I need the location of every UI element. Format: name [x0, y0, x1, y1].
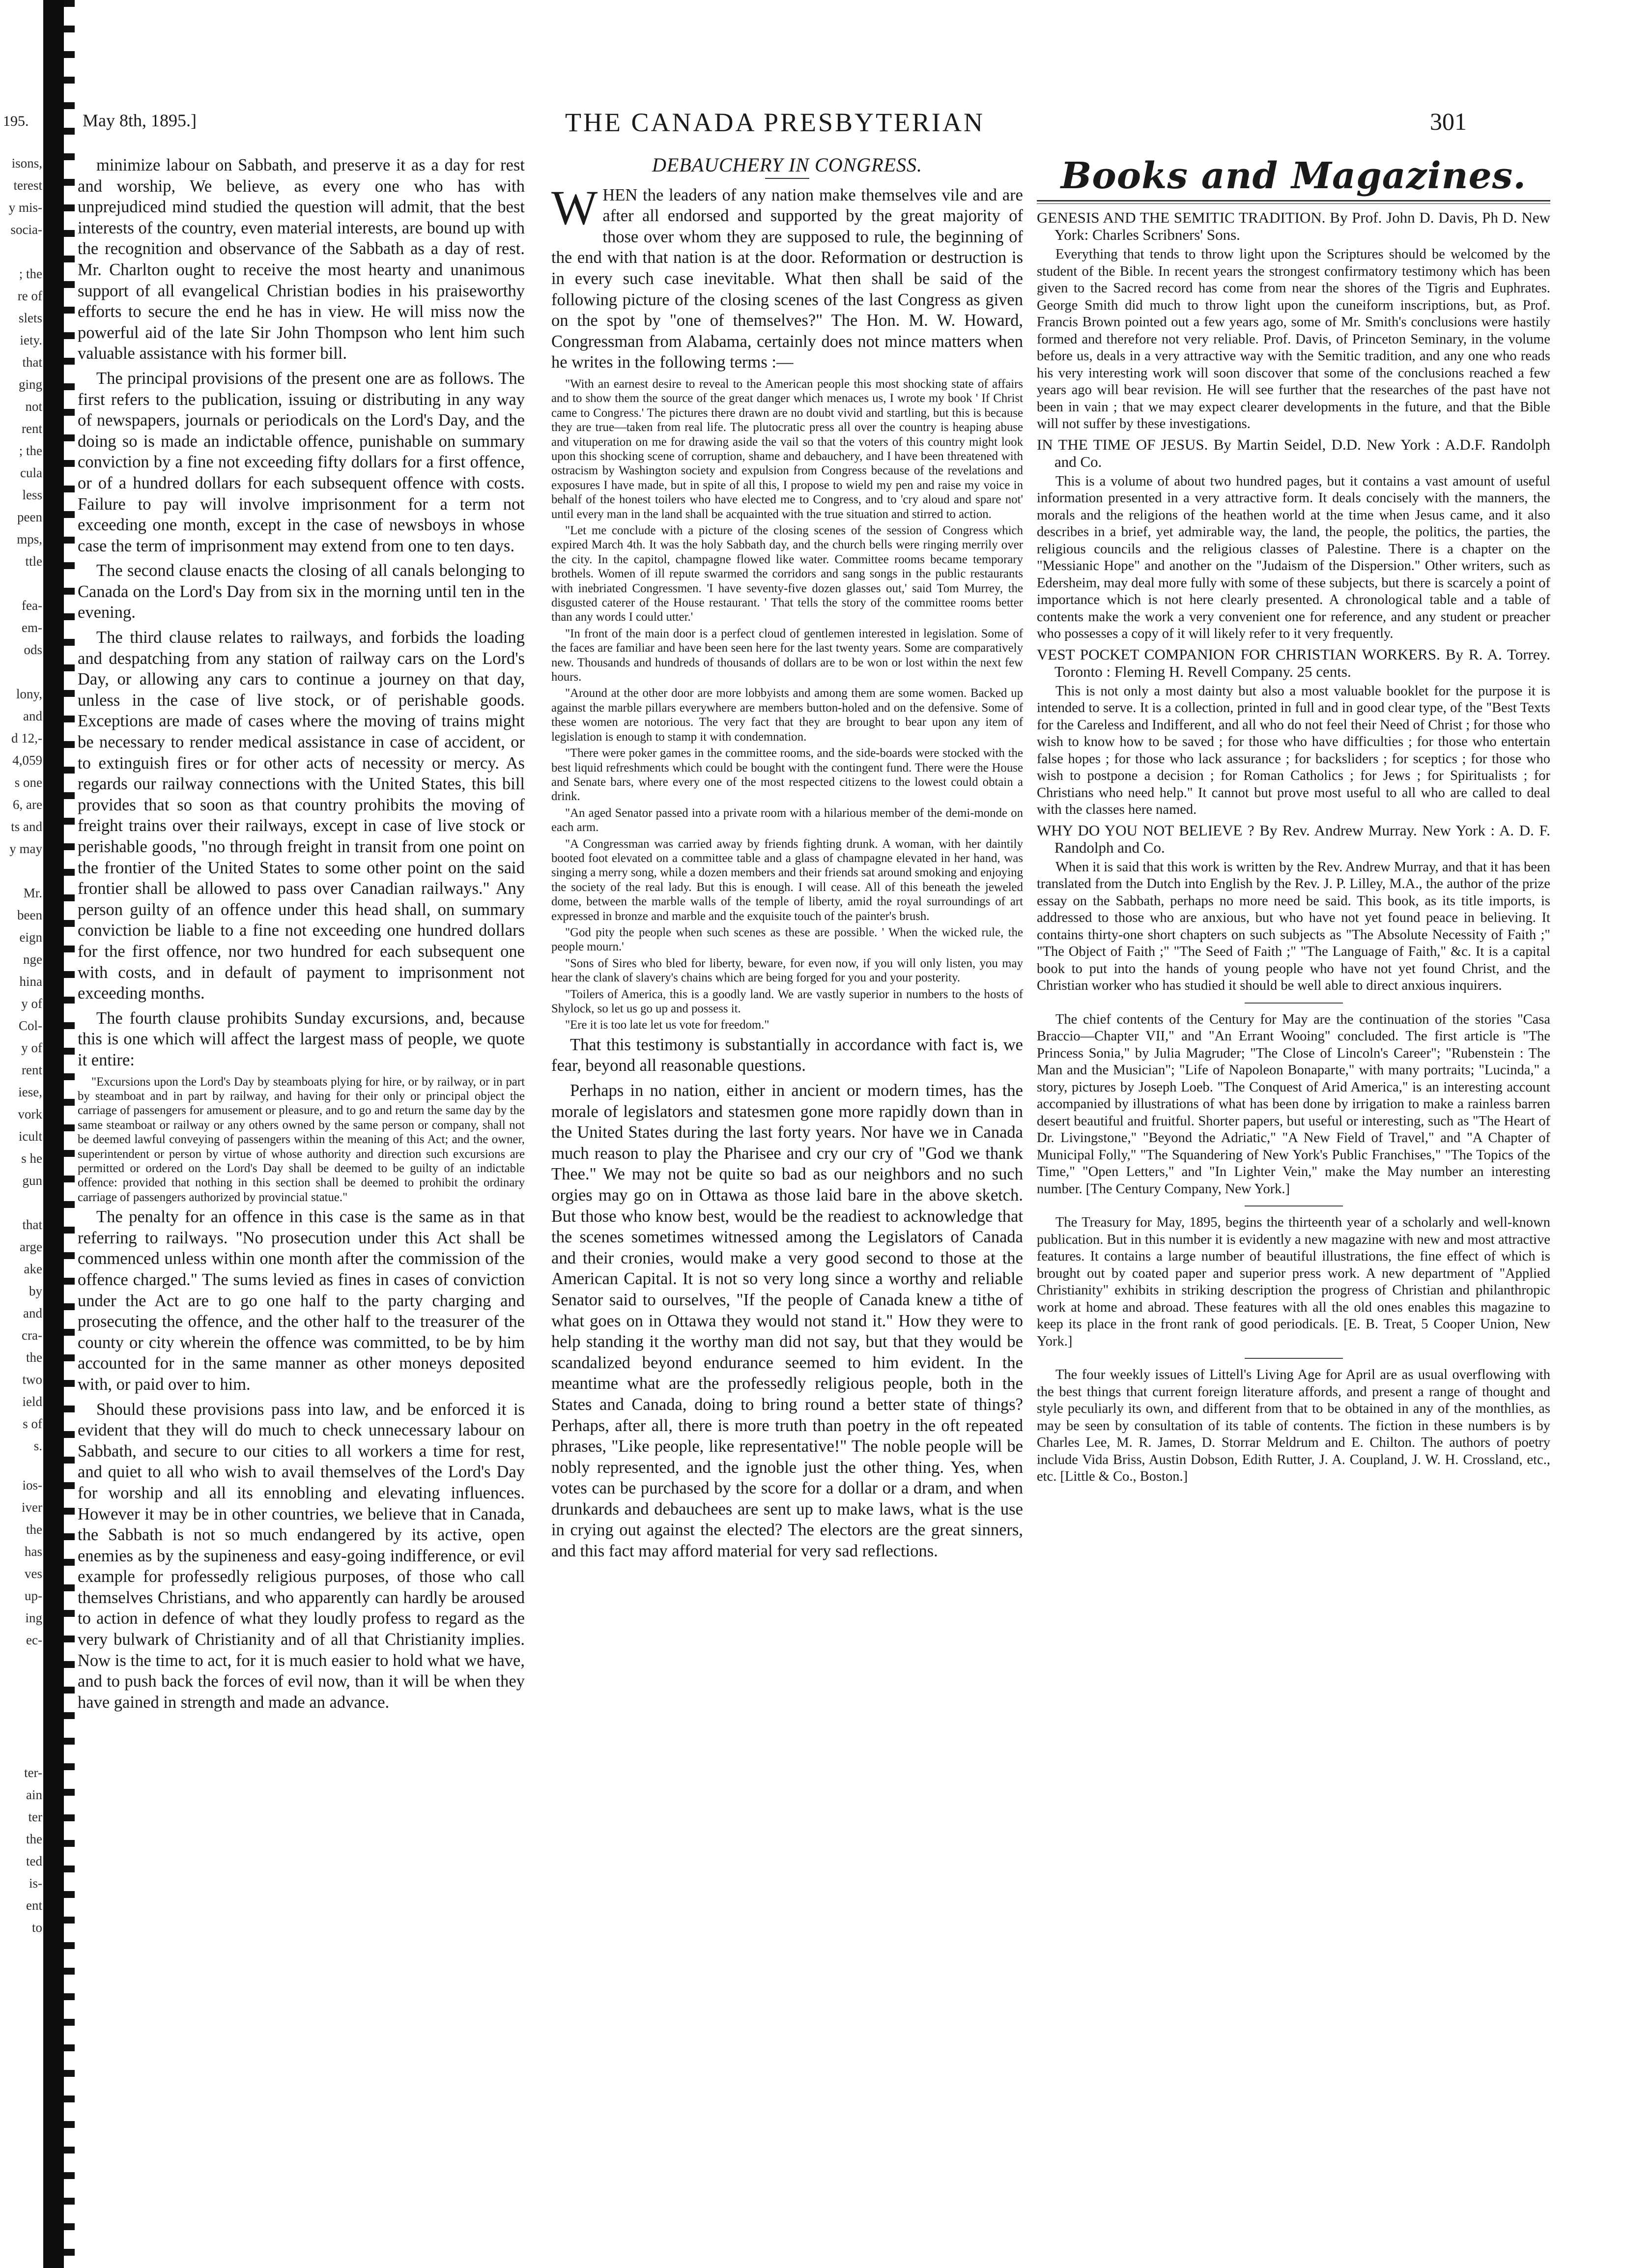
margin-fragment: slets [18, 311, 42, 325]
margin-fragment: cra- [22, 1328, 42, 1343]
margin-fragment: that [22, 1217, 42, 1232]
margin-fragment [0, 241, 42, 263]
quotation-paragraph: "God pity the people when such scenes as these are possible. ' When the wicked rule, the people mourn.' [551, 925, 1023, 954]
margin-fragment: been [17, 908, 42, 922]
margin-fragment: y may [9, 841, 42, 856]
margin-fragment [0, 1192, 42, 1214]
margin-fragment: ted [26, 1854, 42, 1868]
margin-fragment: less [22, 488, 42, 502]
binding-stitch-marks [64, 0, 75, 2268]
margin-fragment: peen [17, 510, 42, 524]
margin-fragment [0, 1457, 42, 1460]
margin-fragment: isons, [11, 156, 42, 171]
margin-fragment: iver [22, 1500, 42, 1515]
margin-fragment: ; the [19, 266, 42, 281]
review-heading: IN THE TIME OF JESUS. By Martin Seidel, D.D. New York : A.D.F. Randolph and Co. [1037, 435, 1550, 470]
margin-fragment: ec- [26, 1633, 42, 1647]
margin-fragment: terest [13, 178, 42, 193]
margin-fragment: the [26, 1522, 42, 1537]
margin-fragment: 4,059 [12, 753, 42, 768]
editorial-paragraph: The penalty for an offence in this case is the same as in that referring to railways. "No prosecution under this Act shall be commenced unless within one month after the commission of the offence charged." The sums levied as fines in cases of conviction under the Act are to go one half to the party charging and prosecuting the offence, and the other half to the treasurer of the county or city wherein the offence was committed, to be by him accounted for in the same manner as other moneys deposited with, or paid over to him. [78, 1207, 525, 1394]
howard-quotation [551, 377, 1023, 1033]
margin-fragment: ; the [19, 443, 42, 458]
article-lead-text: HEN the leaders of any nation make themselves vile and are after all endorsed and supported by the great majority of those over whom they are supposed to rule, the beginning of the end with that nation is at the door. Reformation or destruction is in every such case inevitable. What then shall be said of the following picture of the closing scenes of the last Congress as given on the spot by "one of themselves?" The Hon. M. W. Howard, Congressman from Alabama, certainly does not mince matters when he writes in the following terms :— [551, 185, 1023, 372]
margin-fragment: has [25, 1544, 42, 1559]
margin-fragment: ake [24, 1262, 42, 1276]
margin-fragment: socia- [10, 222, 42, 237]
margin-fragment [0, 1651, 42, 1673]
quotation-paragraph: "A Congressman was carried away by friends fighting drunk. A woman, with her daintily booted foot elevated on a committee table and a glass of champagne elevated in her hand, was singing a merry song, while a dozen members and their friends sat around smoking and enjoying the society of the real lady. But this is enough. I will cease. All of this beneath the jeweled dome, between the marble walls of the temple of liberty, amid the royal surroundings of art expressed in bronze and marble and the exquisite touch of the painter's brush. [551, 837, 1023, 923]
margin-fragment: iety. [20, 333, 42, 347]
margin-fragment [0, 573, 42, 595]
page-number: 301 [1430, 108, 1467, 135]
editorial-paragraph: minimize labour on Sabbath, and preserve it as a day for rest and worship, We believe, as every one who has with unprejudiced mind studied the question will admit, that the best interests of the country, even material interests, are bound up with the recognition and observance of the Sabbath as a day of rest. Mr. Charlton ought to receive the most hearty and unanimous support of all evangelical Christian bodies in his praiseworthy efforts to secure the end he has in view. He will miss now the powerful aid of the late Sir John Thompson who lent him such valuable assistance with his former bill. [78, 156, 525, 363]
debauchery-article [551, 155, 1023, 1566]
margin-fragment: the [26, 1350, 42, 1365]
quotation-paragraph: "Around at the other door are more lobbyists and among them are some women. Backed up against the marble pillars everywhere are members button-holed and on the defensive. Some of these women are notorious. The very fact that they are brought to bear upon any item of legislation is enough to stamp it with condemnation. [551, 687, 1023, 744]
margin-fragment: is- [29, 1876, 42, 1891]
margin-fragment [0, 860, 42, 882]
editorial-paragraph: The second clause enacts the closing of all canals belonging to Canada on the Lord's Day from six in the morning until ten in the evening. [78, 561, 525, 622]
margin-fragment: s. [33, 1438, 42, 1453]
section-rule [1037, 200, 1550, 204]
margin-fragment: vork [18, 1107, 42, 1121]
act-quotation [78, 1075, 525, 1205]
quotation-paragraph: "Ere it is too late let us vote for freedom." [565, 1018, 769, 1032]
books-and-magazines-column [1037, 155, 1550, 1489]
margin-fragment: Col- [18, 1018, 42, 1033]
margin-fragment: y of [21, 1040, 42, 1055]
margin-fragment: ging [18, 377, 42, 392]
margin-fragment: two [22, 1372, 42, 1387]
margin-fragment: y mis- [8, 200, 42, 215]
margin-fragment: to [31, 1920, 42, 1935]
margin-fragment: ent [26, 1898, 42, 1913]
notice-separator [1245, 1358, 1343, 1359]
margin-fragment: ttle [25, 554, 42, 569]
binding-spine-shadow [43, 0, 66, 2268]
margin-fragment: ter [28, 1809, 42, 1824]
magazine-notice: The Treasury for May, 1895, begins the thirteenth year of a scholarly and well-known publication. But in this number it is evidently a new magazine with new and most attractive features. It contains a large number of beautiful illustrations, the fine effect of which is brought out by coated paper and superior press work. A new department of "Applied Christianity" exhibits in striking description the progress of Christian and philanthropic work at home and abroad. These features with all the old ones enables this magazine to keep its place in the front rank of good periodicals. [E. B. Treat, 5 Cooper Union, New York.] [1037, 1215, 1550, 1349]
title-rule [765, 178, 809, 179]
margin-fragment: nge [23, 952, 42, 967]
facing-page-fragments-top [0, 152, 42, 1460]
margin-fragment [0, 1718, 42, 1740]
editorial-paragraphs-continued [78, 1206, 525, 1713]
quotation-paragraph: "There were poker games in the committee rooms, and the side-boards were stocked with the best liquid refreshments which could be bought with the contingent fund. There were the House and Senate bars, where every one of the most respected citizens to the lowest could obtain a drink. [551, 746, 1023, 804]
margin-fragment: 6, are [13, 797, 42, 812]
margin-fragment: ts and [11, 819, 42, 834]
margin-fragment: icult [19, 1129, 42, 1144]
article-title: DEBAUCHERY IN CONGRESS. [652, 154, 923, 176]
drop-cap: W [551, 180, 598, 235]
margin-fragment: ods [24, 642, 42, 657]
margin-fragment: em- [22, 620, 42, 635]
margin-fragment: ain [26, 1787, 42, 1802]
article-paragraph: That this testimony is substantially in accordance with fact is, we fear, beyond all reasonable questions. [551, 1035, 1023, 1075]
margin-fragment: y of [21, 996, 42, 1011]
article-paragraphs-continued [551, 1034, 1023, 1562]
margin-fragment: cula [20, 465, 42, 480]
margin-fragment: Mr. [23, 886, 42, 900]
issue-date: May 8th, 1895.] [83, 111, 197, 130]
review-body: When it is said that this work is written by the Rev. Andrew Murray, and that it has been translated from the Dutch into English by the Rev. J. P. Lilley, M.A., the author of the prize essay on the Sabbath, perhaps no more need be said. This book, as its title imports, is addressed to those who are anxious, but who have not yet found peace in believing. It contains thirty-one short chapters on such subjects as "The Absolute Necessity of Faith ;" "The Object of Faith ;" "The Seed of Faith ;" "The Language of Faith," &c. It is a capital book to put into the hands of young people who have not yet found Christ, and the Christian worker who has studied it should be well able to direct anxious inquirers. [1037, 859, 1550, 993]
article-lead [551, 180, 1023, 373]
margin-fragment: eign [19, 930, 42, 945]
margin-fragment: d 12,- [11, 731, 42, 746]
margin-fragment: not [25, 399, 42, 414]
margin-fragment: up- [25, 1588, 42, 1603]
margin-fragment: ves [25, 1566, 42, 1581]
margin-fragment: ield [22, 1394, 42, 1409]
quotation-paragraph: "In front of the main door is a perfect cloud of gentlemen interested in legislation. Some of the faces are familiar and have been seen here for the last twenty years. Some are comparatively new. Thousands and hundreds of thousands of dollars are to be won or lost within the next few hours. [551, 627, 1023, 684]
margin-fragment: arge [20, 1239, 42, 1254]
margin-fragment: hina [19, 974, 42, 989]
margin-fragment: re of [17, 288, 42, 303]
margin-fragment: that [22, 355, 42, 370]
margin-fragment: s one [14, 775, 42, 790]
journal-title: THE CANADA PRESBYTERIAN [565, 108, 985, 137]
quotation-paragraph: "An aged Senator passed into a private room with a hilarious member of the demi-monde on each arm. [551, 806, 1023, 834]
margin-fragment: and [23, 709, 42, 723]
review-body: This is not only a most dainty but also a most valuable booklet for the purpose it is intended to serve. It is a collection, printed in full and in good clear type, of the "Best Texts for the Careless and Indifferent, and all who do not feel their Need of Christ ; for those who wish to know how to be saved ; for those who have difficulties ; for those who entertain false hopes ; for those who lack assurance ; for backsliders ; for sceptics ; for those who wish to postpone a decision ; for Roman Catholics ; for Jews ; for Spiritualists ; for Christians who need help." It cannot but prove most useful to all who are called to deal with the classes here named. [1037, 683, 1550, 817]
margin-fragment: by [29, 1284, 42, 1298]
review-heading: GENESIS AND THE SEMITIC TRADITION. By Prof. John D. Davis, Ph D. New York: Charles Scribners' Sons. [1037, 209, 1550, 243]
margin-fragment: s he [21, 1151, 42, 1166]
margin-fragment: ing [25, 1610, 42, 1625]
magazine-notice: The chief contents of the Century for May are the continuation of the stories "Casa Braccio—Chapter VII," and "An Errant Wooing" concluded. The first article is "The Princess Sonia," by Julia Magruder; "The Close of Lincoln's Career"; "Rubenstein : The Man and the Musician"; "Life of Napoleon Bonaparte," with many portraits; "Lucinda," a story, pictures by Joseph Loeb. "The Conquest of Arid America," is an interesting account accompanied by illustrations of what has been done by irrigation to make a rainless barren desert beautiful and fruitful. Shorter papers, but useful or interesting, such as "The Heart of Dr. Livingstone," "Beyond the Adriatic," "A New Field of Travel," and "A Chapter of Municipal Folly," "The Squandering of New York's Public Franchises," "The Topics of the Time," "Open Letters," and "In Lighter Vein," make the May number an interesting number. [The Century Company, New York.] [1037, 1011, 1550, 1197]
review-body: Everything that tends to throw light upon the Scriptures should be welcomed by the student of the Bible. In recent years the strongest confirmatory testimony which has been given to the Sacred record has come from near the shores of the Tigris and Euphrates. George Smith did much to throw light upon the cuneiform inscriptions, but, as Prof. Francis Brown pointed out a few years ago, some of Mr. Smith's conclusions were hastily formed and therefore not very reliable. Prof. Davis, of Princeton Seminary, in the volume before us, deals in a very attractive way with the Semitic tradition, and any one who reads his very interesting work will soon discover that some of the conclusions reached a few years ago will bear revision. He will see further that the researches of the past have not been in vain ; that we may expect clearer developments in the future, and that the Bible will not suffer by these investigations. [1037, 247, 1550, 431]
margin-fragment: lony, [16, 687, 42, 701]
editorial-paragraph: The third clause relates to railways, and forbids the loading and despatching from any station of railway cars on the Lord's Day, or allowing any cars to continue a journey on that day, unless in the case of live stock, or of perishable goods. Exceptions are made of cases where the moving of trains might be necessary to render medical assistance in case of accident, or to extinguish fires or for other acts of necessity or mercy. As regards our railway connections with the United States, this bill provides that so soon as that country prohibits the moving of freight trains over their railways, except in case of live stock or perishable goods, "no through freight in transit from one point on the frontier of the United States to some other point on the said frontier shall be allowed to pass over Canadian railways." Any person guilty of an offence under this head shall, on summary conviction be liable to a fine not exceeding one hundred dollars for the first offence, nor two hundred for each subsequent one with costs, and in default of payment to imprisonment not exceeding months. [78, 628, 525, 1003]
margin-fragment: fea- [22, 598, 42, 613]
editorial-column [78, 155, 525, 1717]
margin-fragment: rent [22, 421, 42, 436]
margin-fragment [0, 1673, 42, 1695]
margin-fragment [0, 661, 42, 683]
magazine-notice: The four weekly issues of Littell's Living Age for April are as usual overflowing with the best things that current foreign literature affords, and present a range of thought and style peculiarly its own, and different from that to be obtained in any of the monthlies, as may be seen by consultation of its table of contents. The fiction in these numbers is by Charles Lee, M. R. James, D. Storrar Meldrum and E. Chilton. The authors of poetry include Vida Briss, Austin Dobson, Edith Rutter, J. A. Coupland, J. W. H. Crossland, etc., etc. [Little & Co., Boston.] [1037, 1367, 1550, 1484]
page-header [0, 107, 1651, 142]
magazine-notices [1037, 1003, 1550, 1486]
article-paragraph: Perhaps in no nation, either in ancient or modern times, has the morale of legislators and statesmen gone more rapidly down than in the United States during the last forty years. Nor have we in Canada much reason to play the Pharisee and cry our cry of "God we thank Thee." We may not be quite so bad as our neighbors and no such orgies may go on in Ottawa as those laid bare in the above sketch. But those who know best, would be the readiest to acknowledge that the scenes sometimes witnessed among the Legislators of Canada and their cronies, would make a very good second to those at the American Capital. It is not so very long since a worthy and reliable Senator said to ourselves, "If the people of Canada knew a tithe of what goes on in Ottawa they would not stand it." How they were to help standing it the worthy man did not say, but that they would be scandalized beyond endurance seemed to him evident. In the meantime what are the professedly religious people, both in the States and Canada, doing to bring round a better state of things? Perhaps, after all, there is more truth than poetry in the oft repeated phrases, "Like people, like representative!" The noble people will be nobly represented, and the ignoble just the other thing. Yes, when votes can be purchased by the score for a dollar or a dram, and when drunkards and debauchees are sent up to make laws, what is the use in crying out against the elected? The electors are the great sinners, and this fact may afford material for very sad reflections. [551, 1081, 1023, 1561]
editorial-paragraph: Should these provisions pass into law, and be enforced it is evident that they will do much to check unnecessary labour on Sabbath, and secure to our cities to all workers a time for rest, and quiet to all who wish to avail themselves of the Lord's Day for worship and all its ennobling and elevating influences. However it may be in other countries, we believe that in Canada, the Sabbath is not so much endangered by its active, open enemies as by the supineness and easy-going indifference, or evil example for professedly religious purposes, of those who call themselves Christians, and who apparently can hardly be aroused to action in defence of what they loudly profess to regard as the very bulwark of Christianity and of all that Christianity implies. Now is the time to act, for it is much easier to hold what we have, and to push back the forces of evil now, than it will be when they have gained in strength and made an advance. [78, 1400, 525, 1712]
quotation-paragraph: "Toilers of America, this is a goodly land. We are vastly superior in numbers to the hosts of Shylock, so let us go up and possess it. [551, 987, 1023, 1015]
margin-fragment [0, 1740, 42, 1762]
book-reviews [1037, 209, 1550, 995]
editorial-paragraph: The principal provisions of the present one are as follows. The first refers to the publication, issuing or distributing in any way of newspapers, journals or periodicals on the Lord's Day, and the doing so is made an indictable offence, punishable on summary conviction by a fine not exceeding fifty dollars for a first offence, or of a hundred dollars for each subsequent offence with costs. Failure to pay will involve imprisonment for a term not exceeding one month, except in the case of newsboys in whose case the term of imprisonment may extend from one to ten days. [78, 369, 525, 555]
margin-fragment: the [26, 1832, 42, 1846]
margin-fragment: gun [22, 1173, 42, 1188]
quotation-paragraph: "Let me conclude with a picture of the closing scenes of the session of Congress which expired March 4th. It was the holy Sabbath day, and the church bells were ringing merrily over the city. In the capitol, champagne flowed like water. Committee rooms became temporary brothels. Women of ill repute swarmed the corridors and sang songs in the public restaurants with inebriated Congressmen. 'I have seventy-five dozen glasses out,' said Tom Murrey, the disgusted caterer of the House restaurant. ' That tells the story of the committee rooms better than any words I could utter.' [551, 524, 1023, 624]
margin-fragment: rent [22, 1062, 42, 1077]
facing-page-number: 195. [3, 113, 29, 129]
margin-fragment [0, 1695, 42, 1718]
review-body: This is a volume of about two hundred pages, but it contains a vast amount of useful information presented in a very attractive form. It deals concisely with the manners, the morals and the religions of the heathen world at the time when Jesus came, and it also describes in a brief, yet admirable way, the land, the people, the politics, the parties, the religious councils and the religious classes of Palestine. There is a chapter on the "Messianic Hope" and another on the "Judaism of the Dispersion." Other writers, such as Edersheim, may deal more fully with some of these subjects, but there is scarcely a point of importance which is not here clearly presented. A chronological table and a table of contents make the work a very convenient one for reference, and any student or preacher who possesses a copy of it will likely refer to it very frequently. [1037, 473, 1550, 641]
quotation-paragraph: "Sons of Sires who bled for liberty, beware, for even now, if you will only listen, you may hear the clank of slavery's chains which are being forged for you and your posterity. [551, 956, 1023, 985]
margin-fragment: mps, [17, 532, 42, 546]
review-heading: WHY DO YOU NOT BELIEVE ? By Rev. Andrew Murray. New York : A. D. F. Randolph and Co. [1037, 821, 1550, 856]
review-heading: VEST POCKET COMPANION FOR CHRISTIAN WORKERS. By R. A. Torrey. Toronto : Fleming H. Revell Company. 25 cents. [1037, 645, 1550, 680]
margin-fragment: ios- [22, 1478, 42, 1493]
notice-separator [1245, 1003, 1343, 1004]
act-quotation-text: "Excursions upon the Lord's Day by steamboats plying for hire, or by railway, or in part by steamboat and in part by railway, and having for their only or principal object the carriage of passengers for amusement or pleasure, and to go and return the same day by the same steamboat or railway or any others owned by the same person or company, shall not be deemed lawful conveying of passengers within the meaning of this Act; and the owner, superintendent or person by virtue of whose authority and direction such excursions are permitted or ordered on the Lord's Day shall be deemed to be guilty of an indictable offence: provided that nothing in this section shall be deemed to prohibit the ordinary carriage of passengers authorized by provincial statue." [78, 1075, 525, 1204]
editorial-paragraphs [78, 155, 525, 1071]
editorial-paragraph: The fourth clause prohibits Sunday excursions, and, because this is one which will affect the largest mass of people, we quote it entire: [78, 1008, 525, 1069]
section-title: Books and Magazines. [1060, 155, 1527, 197]
margin-fragment: s of [23, 1416, 42, 1431]
margin-fragment: and [23, 1306, 42, 1321]
margin-fragment: iese, [18, 1085, 42, 1099]
quotation-paragraph: "With an earnest desire to reveal to the American people this most shocking state of affairs and to show them the source of the great danger which menaces us, I wrote my book ' If Christ came to Congress.' The pictures there drawn are no doubt vivid and startling, but this is because they are true—taken from real life. The plutocratic press all over the country is heaping abuse and vituperation on me for drawing aside the vail so that the voters of this country might look upon this shocking scene of corruption, shame and debauchery, and I have been threatened with ostracism by Washington society and expulsion from Congress because of the revelations and exposures I have made, but in spite of all this, I propose to wield my pen and raise my voice in behalf of the honest toilers who have elected me to Congress, and to 'cry aloud and spare not' until every man in the land shall be acquainted with the true situation and stirred to action. [551, 377, 1023, 521]
margin-fragment: ter- [24, 1765, 42, 1780]
facing-page-fragments-bottom [0, 1474, 42, 2015]
